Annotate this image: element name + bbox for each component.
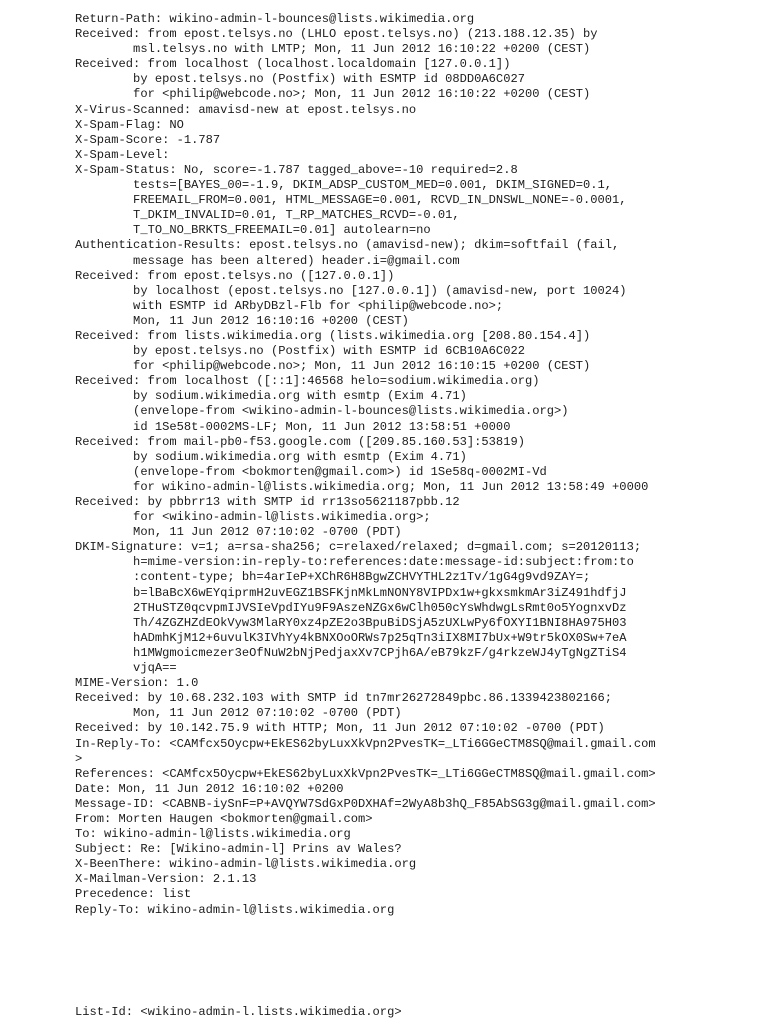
- header-line: X-Virus-Scanned: amavisd-new at epost.telsys.no: [75, 102, 417, 117]
- header-line: h1MWgmoicmezer3eOfNuW2bNjPedjaxXv7CPjh6A/eB79kzF/g4rkzeWJ4yTgNgZTiS4: [75, 645, 627, 660]
- header-line: FREEMAIL_FROM=0.001, HTML_MESSAGE=0.001, RCVD_IN_DNSWL_NONE=-0.0001,: [75, 193, 627, 208]
- header-line: Received: by pbbrr13 with SMTP id rr13so5621187pbb.12: [75, 495, 460, 509]
- header-line: X-Spam-Status: No, score=-1.787 tagged_above=-10 required=2.8: [75, 162, 518, 177]
- header-line: Mon, 11 Jun 2012 07:10:02 -0700 (PDT): [75, 525, 402, 540]
- header-line: T_TO_NO_BRKTS_FREEMAIL=0.01] autolearn=no: [75, 223, 431, 238]
- header-line: msl.telsys.no with LMTP; Mon, 11 Jun 2012 16:10:22 +0200 (CEST): [75, 42, 591, 57]
- header-line: Th/4ZGZHZdEOkVyw3MlaRY0xz4pZE2o3BpuBiDSjA5zUXLwPy6fOXYI1BNI8HA975H03: [75, 615, 627, 630]
- header-line: Received: from mail-pb0-f53.google.com ([209.85.160.53]:53819): [75, 434, 525, 449]
- header-line: for <wikino-admin-l@lists.wikimedia.org>;: [75, 510, 431, 525]
- header-line: In-Reply-To: <CAMfcx5Oycpw+EkES62byLuxXkVpn2PvesTK=_LTi6GGeCTM8SQ@mail.gmail.com: [75, 736, 656, 751]
- header-line: tests=[BAYES_00=-1.9, DKIM_ADSP_CUSTOM_MED=0.001, DKIM_SIGNED=0.1,: [75, 178, 613, 193]
- header-line: (envelope-from <bokmorten@gmail.com>) id 1Se58q-0002MI-Vd: [75, 464, 547, 479]
- header-line: Mon, 11 Jun 2012 07:10:02 -0700 (PDT): [75, 706, 402, 721]
- header-line: Received: from epost.telsys.no (LHLO epost.telsys.no) (213.188.12.35) by: [75, 27, 598, 42]
- header-line: hADmhKjM12+6uvulK3IVhYy4kBNXOoORWs7p25qTn3iIX8MI7bUx+W9tr5kOX0Sw+7eA: [75, 630, 627, 645]
- header-line: References: <CAMfcx5Oycpw+EkES62byLuxXkVpn2PvesTK=_LTi6GGeCTM8SQ@mail.gmail.com>: [75, 766, 656, 781]
- header-line: Received: from epost.telsys.no ([127.0.0.1]): [75, 268, 395, 283]
- header-line: Reply-To: wikino-admin-l@lists.wikimedia.org: [75, 902, 395, 917]
- header-line: b=lBaBcX6wEYqiprmH2uvEGZ1BSFKjnMkLmNONY8VIPDx1w+gkxsmkmAr3iZ491hdfjJ: [75, 585, 627, 600]
- header-line: by epost.telsys.no (Postfix) with ESMTP id 08DD0A6C027: [75, 72, 525, 87]
- header-line: for wikino-admin-l@lists.wikimedia.org; Mon, 11 Jun 2012 13:58:49 +0000: [75, 479, 649, 494]
- header-line: by epost.telsys.no (Postfix) with ESMTP id 6CB10A6C022: [75, 344, 525, 359]
- header-line: :content-type; bh=4arIeP+XChR6H8BgwZCHVYTHL2z1Tv/1gG4g9vd9ZAY=;: [75, 570, 591, 585]
- header-line: 2THuSTZ0qcvpmIJVSIeVpdIYu9F9AszeNZGx6wClh050cYsWhdwgLsRmt0o5YognxvDz: [75, 600, 627, 615]
- header-line: >: [75, 751, 83, 766]
- header-line: by sodium.wikimedia.org with esmtp (Exim 4.71): [75, 449, 467, 464]
- header-line: Received: from localhost ([::1]:46568 helo=sodium.wikimedia.org): [75, 374, 540, 389]
- header-line: DKIM-Signature: v=1; a=rsa-sha256; c=relaxed/relaxed; d=gmail.com; s=20120113;: [75, 540, 642, 555]
- header-line: Message-ID: <CABNB-iySnF=P+AVQYW7SdGxP0DXHAf=2WyA8b3hQ_F85AbSG3g@mail.gmail.com>: [75, 796, 656, 811]
- header-line: T_DKIM_INVALID=0.01, T_RP_MATCHES_RCVD=-0.01,: [75, 208, 460, 223]
- header-line: Precedence: list: [75, 887, 192, 902]
- header-line: From: Morten Haugen <bokmorten@gmail.com>: [75, 811, 373, 826]
- header-line: with ESMTP id ARbyDBzl-Flb for <philip@webcode.no>;: [75, 298, 504, 313]
- header-line: Mon, 11 Jun 2012 16:10:16 +0200 (CEST): [75, 313, 409, 328]
- header-line: To: wikino-admin-l@lists.wikimedia.org: [75, 827, 351, 842]
- header-line: Subject: Re: [Wikino-admin-l] Prins av Wales?: [75, 842, 402, 857]
- header-line: X-Spam-Flag: NO: [75, 117, 184, 132]
- header-line: Received: from lists.wikimedia.org (lists.wikimedia.org [208.80.154.4]): [75, 328, 591, 343]
- header-line: vjqA==: [75, 661, 177, 676]
- header-line: Date: Mon, 11 Jun 2012 16:10:02 +0200: [75, 781, 344, 796]
- header-line: Received: from localhost (localhost.localdomain [127.0.0.1]): [75, 57, 511, 72]
- header-line: by sodium.wikimedia.org with esmtp (Exim 4.71): [75, 389, 467, 404]
- header-line: for <philip@webcode.no>; Mon, 11 Jun 2012 16:10:15 +0200 (CEST): [75, 359, 591, 374]
- header-line: Received: by 10.142.75.9 with HTTP; Mon, 11 Jun 2012 07:10:02 -0700 (PDT): [75, 721, 605, 736]
- header-line: X-Spam-Score: -1.787: [75, 132, 221, 147]
- header-line: by localhost (epost.telsys.no [127.0.0.1]) (amavisd-new, port 10024): [75, 283, 627, 298]
- header-line: MIME-Version: 1.0: [75, 676, 199, 691]
- header-line: X-BeenThere: wikino-admin-l@lists.wikimedia.org: [75, 857, 417, 872]
- header-line: Return-Path: wikino-admin-l-bounces@lists.wikimedia.org: [75, 12, 475, 26]
- header-line: message has been altered) header.i=@gmail.com: [75, 253, 460, 268]
- header-line: h=mime-version:in-reply-to:references:date:message-id:subject:from:to: [75, 555, 634, 570]
- header-line: (envelope-from <wikino-admin-l-bounces@lists.wikimedia.org>): [75, 404, 569, 419]
- email-headers: [75, 12, 765, 918]
- header-line: Authentication-Results: epost.telsys.no (amavisd-new); dkim=softfail (fail,: [75, 238, 620, 253]
- header-line: X-Mailman-Version: 2.1.13: [75, 872, 257, 887]
- header-line: X-Spam-Level:: [75, 147, 170, 162]
- header-line: Received: by 10.68.232.103 with SMTP id tn7mr26272849pbc.86.1339423802166;: [75, 691, 613, 706]
- header-line: id 1Se58t-0002MS-LF; Mon, 11 Jun 2012 13:58:51 +0000: [75, 419, 511, 434]
- list-id-header: List-Id: <wikino-admin-l.lists.wikimedia.org>: [75, 1005, 402, 1019]
- header-line: for <philip@webcode.no>; Mon, 11 Jun 2012 16:10:22 +0200 (CEST): [75, 87, 591, 102]
